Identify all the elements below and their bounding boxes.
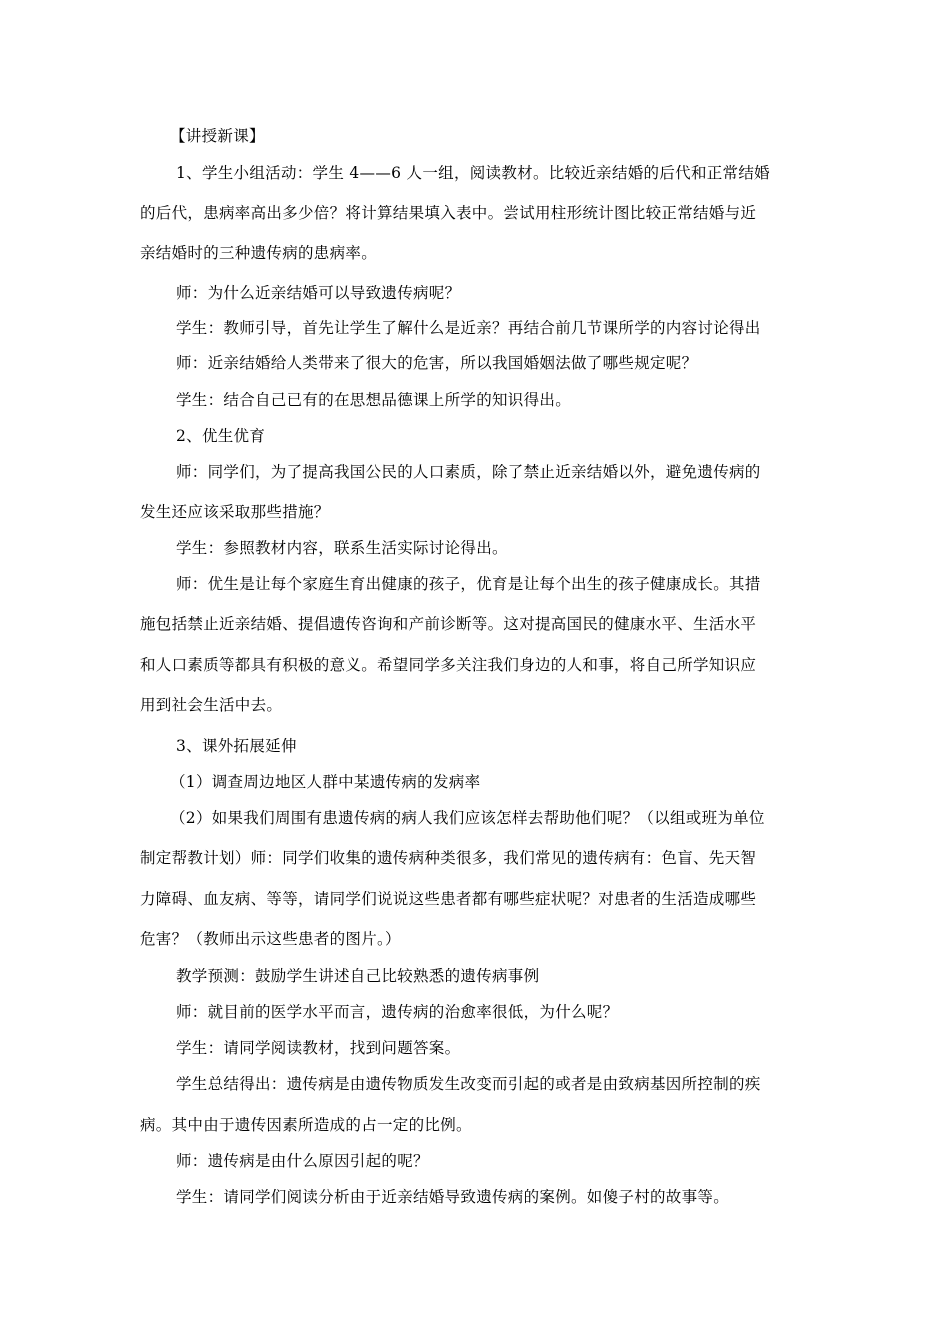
paragraph-line: 学生：参照教材内容，联系生活实际讨论得出。	[176, 539, 508, 557]
section-subheading: 3、课外拓展延伸	[176, 737, 297, 755]
section-subheading: 2、优生优育	[176, 427, 266, 445]
section-heading: 【讲授新课】	[170, 127, 265, 145]
paragraph-line: 病。其中由于遗传因素所造成的占一定的比例。	[140, 1116, 472, 1134]
paragraph-line: 学生总结得出：遗传病是由遗传物质发生改变而引起的或者是由致病基因所控制的疾	[176, 1075, 761, 1093]
paragraph-line: 力障碍、血友病、等等，请同学们说说这些患者都有哪些症状呢？对患者的生活造成哪些	[140, 890, 757, 908]
paragraph-line: 师：遗传病是由什么原因引起的呢？	[176, 1152, 429, 1170]
paragraph-line: 和人口素质等都具有积极的意义。希望同学多关注我们身边的人和事，将自己所学知识应	[140, 656, 757, 674]
paragraph-line: 1、学生小组活动：学生 4——6 人一组，阅读教材。比较近亲结婚的后代和正常结婚	[176, 164, 770, 182]
paragraph-line: 学生：请同学阅读教材，找到问题答案。	[176, 1039, 461, 1057]
paragraph-line: 的后代，患病率高出多少倍？将计算结果填入表中。尝试用柱形统计图比较正常结婚与近	[140, 204, 757, 222]
paragraph-line: 师：同学们，为了提高我国公民的人口素质，除了禁止近亲结婚以外，避免遗传病的	[176, 463, 761, 481]
paragraph-line: 教学预测：鼓励学生讲述自己比较熟悉的遗传病事例	[176, 967, 540, 985]
paragraph-line: 师：近亲结婚给人类带来了很大的危害，所以我国婚姻法做了哪些规定呢？	[176, 354, 698, 372]
paragraph-line: 师：就目前的医学水平而言，遗传病的治愈率很低，为什么呢？	[176, 1003, 619, 1021]
list-item: （1）调查周边地区人群中某遗传病的发病率	[170, 773, 481, 791]
paragraph-line: 学生：教师引导，首先让学生了解什么是近亲？再结合前几节课所学的内容讨论得出	[176, 319, 761, 337]
paragraph-line: 师：优生是让每个家庭生育出健康的孩子，优育是让每个出生的孩子健康成长。其措	[176, 575, 761, 593]
paragraph-line: 用到社会生活中去。	[140, 696, 283, 714]
list-item: （2）如果我们周围有患遗传病的病人我们应该怎样去帮助他们呢？（以组或班为单位	[170, 809, 765, 827]
paragraph-line: 师：为什么近亲结婚可以导致遗传病呢？	[176, 284, 461, 302]
paragraph-line: 亲结婚时的三种遗传病的患病率。	[140, 244, 378, 262]
paragraph-line: 施包括禁止近亲结婚、提倡遗传咨询和产前诊断等。这对提高国民的健康水平、生活水平	[140, 615, 757, 633]
paragraph-line: 学生：结合自己已有的在思想品德课上所学的知识得出。	[176, 391, 572, 409]
paragraph-line: 危害？（教师出示这些患者的图片。）	[140, 930, 401, 948]
paragraph-line: 发生还应该采取那些措施？	[140, 503, 330, 521]
paragraph-line: 制定帮教计划）师：同学们收集的遗传病种类很多，我们常见的遗传病有：色盲、先天智	[140, 849, 757, 867]
paragraph-line: 学生：请同学们阅读分析由于近亲结婚导致遗传病的案例。如傻子村的故事等。	[176, 1188, 730, 1206]
